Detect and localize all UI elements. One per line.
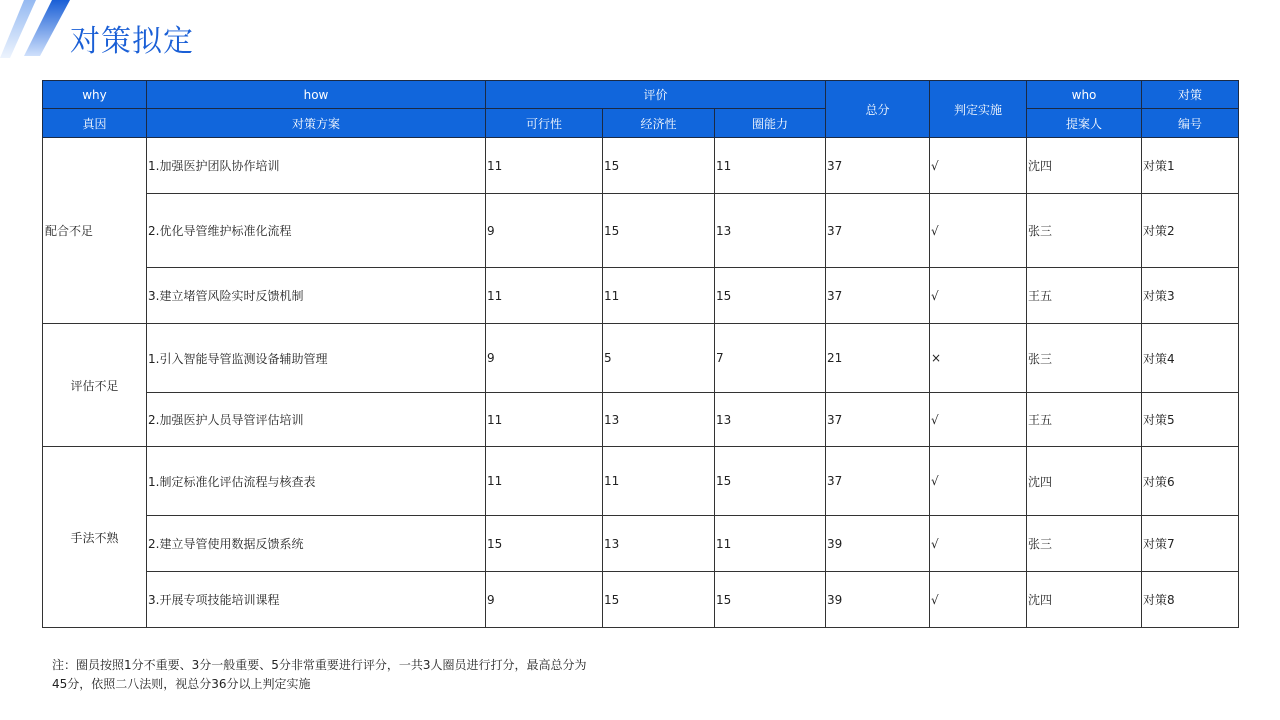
header-measure: 对策 bbox=[1142, 81, 1239, 109]
table-row bbox=[43, 447, 1239, 516]
table-row bbox=[43, 138, 1239, 194]
header-capability: 圈能力 bbox=[715, 109, 826, 138]
capability-cell: 7 bbox=[715, 324, 826, 393]
feasibility-cell: 15 bbox=[486, 516, 603, 572]
capability-cell: 11 bbox=[715, 138, 826, 194]
cause-cell: 配合不足 bbox=[43, 138, 147, 324]
feasibility-cell: 11 bbox=[486, 268, 603, 324]
decision-cell: × bbox=[930, 324, 1027, 393]
header-cause: 真因 bbox=[43, 109, 147, 138]
footnote-line-1: 注：圈员按照1分不重要、3分一般重要、5分非常重要进行评分，一共3人圈员进行打分，最高总分为 bbox=[52, 658, 587, 672]
feasibility-cell: 9 bbox=[486, 194, 603, 268]
header-decision: 判定实施 bbox=[930, 81, 1027, 138]
number-cell: 对策4 bbox=[1142, 324, 1239, 393]
capability-cell: 11 bbox=[715, 516, 826, 572]
economy-cell: 15 bbox=[603, 194, 715, 268]
proposer-cell: 张三 bbox=[1027, 194, 1142, 268]
capability-cell: 15 bbox=[715, 268, 826, 324]
footnote-line-2: 45分，依照二八法则，视总分36分以上判定实施 bbox=[52, 677, 311, 691]
total-cell: 37 bbox=[826, 194, 930, 268]
capability-cell: 15 bbox=[715, 572, 826, 628]
header-plan: 对策方案 bbox=[147, 109, 486, 138]
feasibility-cell: 11 bbox=[486, 138, 603, 194]
number-cell: 对策7 bbox=[1142, 516, 1239, 572]
proposer-cell: 沈四 bbox=[1027, 572, 1142, 628]
capability-cell: 15 bbox=[715, 447, 826, 516]
header-why: why bbox=[43, 81, 147, 109]
plan-cell: 3.建立堵管风险实时反馈机制 bbox=[147, 268, 486, 324]
countermeasure-table bbox=[42, 80, 1239, 628]
plan-cell: 2.加强医护人员导管评估培训 bbox=[147, 393, 486, 447]
number-cell: 对策1 bbox=[1142, 138, 1239, 194]
plan-cell: 1.加强医护团队协作培训 bbox=[147, 138, 486, 194]
feasibility-cell: 11 bbox=[486, 447, 603, 516]
table-row bbox=[43, 572, 1239, 628]
table-row bbox=[43, 324, 1239, 393]
page-title: 对策拟定 bbox=[70, 24, 194, 59]
proposer-cell: 王五 bbox=[1027, 268, 1142, 324]
number-cell: 对策5 bbox=[1142, 393, 1239, 447]
table-row bbox=[43, 268, 1239, 324]
header-total: 总分 bbox=[826, 81, 930, 138]
economy-cell: 5 bbox=[603, 324, 715, 393]
cause-cell: 评估不足 bbox=[43, 324, 147, 447]
table-row bbox=[43, 194, 1239, 268]
proposer-cell: 张三 bbox=[1027, 516, 1142, 572]
plan-cell: 1.引入智能导管监测设备辅助管理 bbox=[147, 324, 486, 393]
economy-cell: 15 bbox=[603, 572, 715, 628]
footnote bbox=[52, 656, 752, 694]
header-evaluation: 评价 bbox=[486, 81, 826, 109]
decision-cell: √ bbox=[930, 194, 1027, 268]
economy-cell: 11 bbox=[603, 268, 715, 324]
total-cell: 37 bbox=[826, 138, 930, 194]
economy-cell: 15 bbox=[603, 138, 715, 194]
plan-cell: 1.制定标准化评估流程与核查表 bbox=[147, 447, 486, 516]
total-cell: 37 bbox=[826, 268, 930, 324]
number-cell: 对策3 bbox=[1142, 268, 1239, 324]
economy-cell: 13 bbox=[603, 516, 715, 572]
feasibility-cell: 9 bbox=[486, 324, 603, 393]
total-cell: 37 bbox=[826, 447, 930, 516]
header-economy: 经济性 bbox=[603, 109, 715, 138]
header-who: who bbox=[1027, 81, 1142, 109]
proposer-cell: 沈四 bbox=[1027, 447, 1142, 516]
table-row bbox=[43, 393, 1239, 447]
decision-cell: √ bbox=[930, 516, 1027, 572]
proposer-cell: 沈四 bbox=[1027, 138, 1142, 194]
decision-cell: √ bbox=[930, 138, 1027, 194]
decision-cell: √ bbox=[930, 393, 1027, 447]
total-cell: 37 bbox=[826, 393, 930, 447]
plan-cell: 3.开展专项技能培训课程 bbox=[147, 572, 486, 628]
plan-cell: 2.建立导管使用数据反馈系统 bbox=[147, 516, 486, 572]
decision-cell: √ bbox=[930, 268, 1027, 324]
total-cell: 21 bbox=[826, 324, 930, 393]
proposer-cell: 张三 bbox=[1027, 324, 1142, 393]
number-cell: 对策6 bbox=[1142, 447, 1239, 516]
number-cell: 对策8 bbox=[1142, 572, 1239, 628]
feasibility-cell: 9 bbox=[486, 572, 603, 628]
decision-cell: √ bbox=[930, 572, 1027, 628]
capability-cell: 13 bbox=[715, 194, 826, 268]
total-cell: 39 bbox=[826, 572, 930, 628]
number-cell: 对策2 bbox=[1142, 194, 1239, 268]
feasibility-cell: 11 bbox=[486, 393, 603, 447]
header-feasibility: 可行性 bbox=[486, 109, 603, 138]
table-row bbox=[43, 516, 1239, 572]
header-proposer: 提案人 bbox=[1027, 109, 1142, 138]
proposer-cell: 王五 bbox=[1027, 393, 1142, 447]
plan-cell: 2.优化导管维护标准化流程 bbox=[147, 194, 486, 268]
economy-cell: 13 bbox=[603, 393, 715, 447]
decision-cell: √ bbox=[930, 447, 1027, 516]
header-number: 编号 bbox=[1142, 109, 1239, 138]
economy-cell: 11 bbox=[603, 447, 715, 516]
capability-cell: 13 bbox=[715, 393, 826, 447]
total-cell: 39 bbox=[826, 516, 930, 572]
header-how: how bbox=[147, 81, 486, 109]
cause-cell: 手法不熟 bbox=[43, 447, 147, 628]
